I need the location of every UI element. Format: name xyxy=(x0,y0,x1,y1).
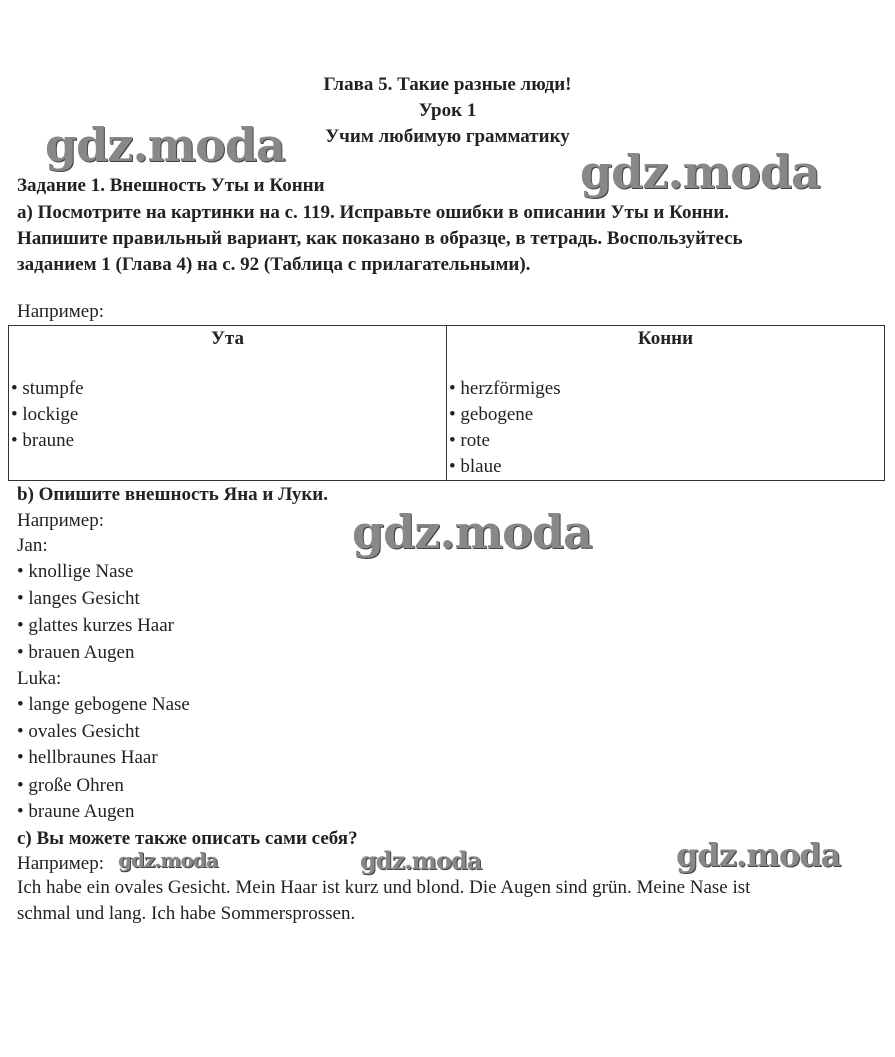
example-label: Например: xyxy=(17,853,104,874)
list-item: • braune Augen xyxy=(17,801,135,822)
list-item: • hellbraunes Haar xyxy=(17,747,158,768)
watermark: gdz.moda xyxy=(45,118,285,172)
list-item: • herzförmiges xyxy=(449,378,561,399)
lesson-title: Урок 1 xyxy=(418,100,477,121)
task-c-title: c) Вы можете также описать сами себя? xyxy=(17,828,358,849)
watermark: gdz.moda xyxy=(352,505,592,559)
list-item: • knollige Nase xyxy=(17,561,134,582)
jan-label: Jan: xyxy=(17,535,48,556)
task-b-title: b) Опишите внешность Яна и Луки. xyxy=(17,484,328,505)
list-item: • glattes kurzes Haar xyxy=(17,615,175,636)
list-item: • ovales Gesicht xyxy=(17,721,140,742)
list-item: • brauen Augen xyxy=(17,642,135,663)
example-label: Например: xyxy=(17,301,104,322)
col-header-uta: Ута xyxy=(210,328,244,349)
luka-label: Luka: xyxy=(17,668,62,689)
task-a-line: Напишите правильный вариант, как показано в образце, в тетрадь. Воспользуйтесь xyxy=(17,228,743,249)
list-item: • stumpfe xyxy=(11,378,84,399)
list-item: • lockige xyxy=(11,404,79,425)
watermark: gdz.moda xyxy=(118,848,218,872)
answer-line: Ich habe ein ovales Gesicht. Mein Haar ist kurz und blond. Die Augen sind grün. Meine Nase ist xyxy=(17,877,751,898)
list-item: • braune xyxy=(11,430,75,451)
answer-table xyxy=(8,325,885,481)
list-item: • gebogene xyxy=(449,404,534,425)
col-header-konni: Конни xyxy=(637,328,694,349)
topic-title: Учим любимую грамматику xyxy=(325,126,570,147)
list-item: • blaue xyxy=(449,456,502,477)
list-item: • große Ohren xyxy=(17,775,124,796)
task-title: Задание 1. Внешность Уты и Конни xyxy=(17,175,325,196)
list-item: • langes Gesicht xyxy=(17,588,140,609)
example-label: Например: xyxy=(17,510,104,531)
watermark: gdz.moda xyxy=(360,846,482,875)
watermark: gdz.moda xyxy=(676,836,841,874)
chapter-title: Глава 5. Такие разные люди! xyxy=(323,74,572,95)
list-item: • lange gebogene Nase xyxy=(17,694,190,715)
watermark: gdz.moda xyxy=(580,145,820,199)
task-a-line: а) Посмотрите на картинки на с. 119. Исправьте ошибки в описании Уты и Конни. xyxy=(17,202,730,223)
answer-line: schmal und lang. Ich habe Sommersprossen. xyxy=(17,903,356,924)
list-item: • rote xyxy=(449,430,490,451)
task-a-line: заданием 1 (Глава 4) на с. 92 (Таблица с прилагательными). xyxy=(17,254,531,275)
